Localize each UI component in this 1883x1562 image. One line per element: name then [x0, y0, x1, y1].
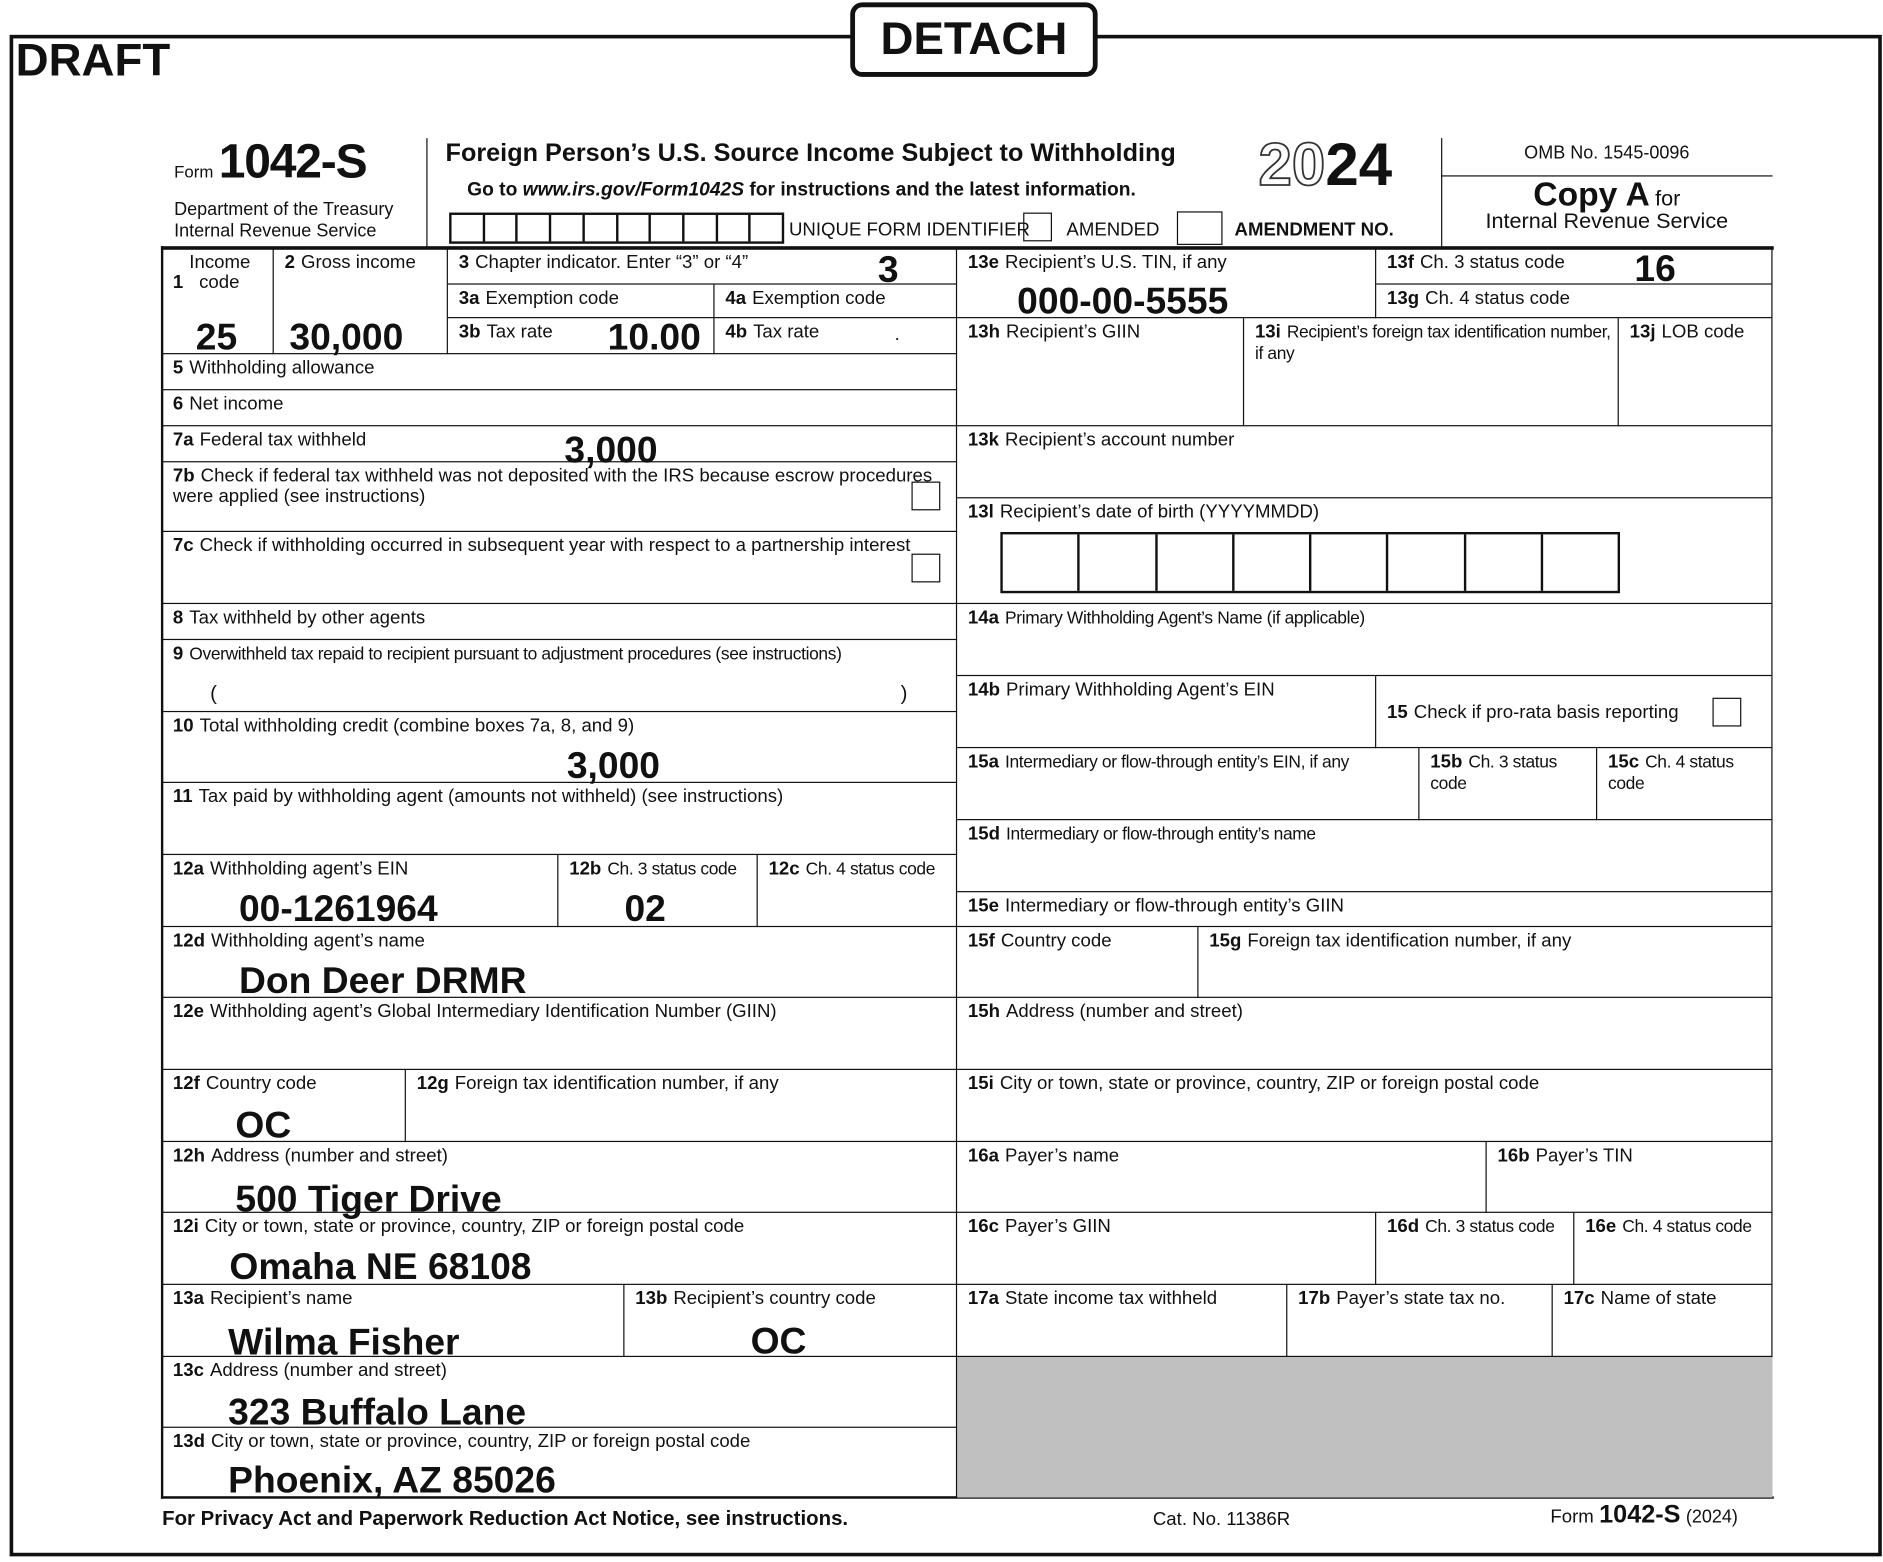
dept-line-1: Department of the Treasury: [174, 199, 394, 220]
box-number: 14a: [967, 607, 999, 629]
identifier-digit-box[interactable]: [551, 215, 584, 241]
box-label: Ch. 4 status code: [1622, 1217, 1752, 1237]
box-1[interactable]: [162, 249, 274, 358]
box-number: 16b: [1497, 1145, 1530, 1167]
box-12a[interactable]: [162, 855, 558, 930]
dob-digit-box[interactable]: [1157, 534, 1234, 590]
box-label: Intermediary or flow-through entity’s name: [1006, 825, 1316, 845]
value-text: 3: [877, 248, 899, 291]
box-label: Address (number and street): [1006, 1001, 1243, 1022]
box-4a[interactable]: [715, 285, 958, 319]
box-value[interactable]: [750, 1319, 807, 1362]
box-label: Address (number and street): [210, 1360, 447, 1382]
box-number: 5: [172, 357, 184, 379]
box-label: Income code: [189, 252, 251, 294]
box-13k[interactable]: [957, 426, 1772, 498]
copy-for: for: [1655, 186, 1681, 211]
box-number: 12h: [172, 1145, 206, 1167]
box-number: 13g: [1387, 288, 1420, 309]
identifier-digit-box[interactable]: [651, 215, 684, 241]
box-number: 9: [172, 643, 184, 665]
box-value[interactable]: [566, 744, 660, 787]
paren-open: (: [210, 682, 217, 705]
box-13a[interactable]: [162, 1285, 624, 1364]
box-value[interactable]: [235, 1103, 292, 1146]
box-13j[interactable]: [1619, 318, 1773, 426]
year-bold: 24: [1325, 130, 1393, 199]
form-id: [174, 136, 366, 190]
value-text: 10: [607, 315, 650, 358]
box-label: Primary Withholding Agent’s Name (if applicable): [1005, 608, 1365, 629]
box-12b[interactable]: [558, 855, 757, 930]
box-15h[interactable]: [957, 998, 1772, 1070]
box-12d[interactable]: [162, 927, 957, 1002]
box-number: 15h: [967, 1001, 1001, 1022]
box-label: Tax withheld by other agents: [189, 607, 426, 629]
box-8[interactable]: [162, 604, 957, 640]
box-15c[interactable]: [1597, 748, 1772, 820]
box-number: 12c: [768, 858, 800, 880]
box-label: Ch. 3 status code: [1419, 252, 1565, 273]
box-number: 13b: [635, 1288, 668, 1309]
box-number: 12g: [416, 1073, 449, 1095]
decimal-point: .: [894, 324, 900, 345]
box-label: Net income: [189, 393, 284, 415]
box-number: 16a: [967, 1145, 999, 1167]
box-value[interactable]: [238, 959, 527, 1002]
box-4b[interactable]: [715, 318, 958, 354]
box-value[interactable]: [289, 315, 404, 358]
box-16d[interactable]: [1376, 1213, 1574, 1285]
box-label: Tax paid by withholding agent (amounts not withheld) (see instructions): [198, 786, 784, 808]
box-label: City or town, state or province, country, ZIP or foreign postal code: [211, 1431, 751, 1452]
year-outline: 20: [1258, 130, 1326, 199]
unique-form-identifier-boxes[interactable]: [449, 213, 784, 244]
box-2[interactable]: [274, 249, 448, 358]
box-number: 13l: [967, 501, 994, 523]
tax-year: [1259, 130, 1393, 200]
box-label: Chapter indicator. Enter “3” or “4”: [475, 252, 749, 273]
box-3a[interactable]: [448, 285, 715, 319]
box-number: 15b: [1430, 751, 1463, 773]
box-number: 2: [284, 252, 295, 273]
box-17c[interactable]: [1553, 1285, 1773, 1357]
box-6[interactable]: [162, 390, 957, 426]
box-7b[interactable]: [162, 462, 957, 532]
amended-checkbox[interactable]: [1023, 213, 1052, 242]
box-value[interactable]: [229, 1245, 532, 1288]
box-number: 4b: [725, 321, 748, 343]
box-label: Federal tax withheld: [199, 429, 367, 451]
date-of-birth-boxes[interactable]: [1000, 532, 1620, 593]
box-value[interactable]: [228, 1459, 556, 1502]
box-14b[interactable]: [957, 676, 1376, 748]
box-number: 14b: [967, 679, 1001, 701]
box-label: Check if withholding occurred in subsequent year with respect to a partnership interest: [199, 535, 911, 557]
box-number: 15: [1387, 702, 1408, 723]
value-text: 25: [195, 315, 238, 358]
box-label: Withholding agent’s Global Intermediary Identification Number (GIIN): [210, 1001, 777, 1022]
box-label: Ch. 3 status code: [1425, 1217, 1555, 1237]
checkbox[interactable]: [911, 554, 940, 583]
box-number: 8: [172, 607, 184, 629]
box-label: Payer’s TIN: [1535, 1145, 1633, 1167]
box-number: 13k: [967, 429, 999, 451]
shaded-area: [957, 1357, 1772, 1498]
identifier-digit-box[interactable]: [618, 215, 651, 241]
subtitle-pre: Go to: [467, 180, 523, 201]
box-number: 15e: [967, 895, 999, 917]
box-number: 7a: [172, 429, 194, 451]
box-label: Total withholding credit (combine boxes 7a, 8, and 9): [199, 715, 635, 737]
detach-label: DETACH: [850, 2, 1097, 76]
box-label: Check if federal tax withheld was not deposited with the IRS because escrow procedures were applied (see instructions): [172, 465, 933, 507]
box-label: Primary Withholding Agent’s EIN: [1006, 679, 1275, 701]
box-label: Recipient’s name: [210, 1288, 353, 1309]
box-11[interactable]: [162, 783, 957, 855]
identifier-digit-box[interactable]: [751, 215, 782, 241]
box-number: 12i: [172, 1216, 199, 1237]
box-3[interactable]: [448, 248, 957, 291]
box-label: Recipient’s U.S. TIN, if any: [1005, 252, 1227, 273]
box-label: Recipient’s date of birth (YYYYMMDD): [999, 501, 1320, 523]
box-12f[interactable]: [162, 1070, 406, 1146]
box-number: 13d: [172, 1431, 206, 1452]
box-number: 16d: [1387, 1216, 1420, 1237]
value-text: 000-00-5555: [1017, 279, 1229, 322]
footer-form-prefix: Form: [1550, 1507, 1594, 1528]
box-13g[interactable]: [1376, 285, 1772, 319]
box-number: 13c: [172, 1360, 205, 1382]
box-number: 13h: [967, 321, 1001, 343]
dob-digit-box[interactable]: [1003, 534, 1080, 590]
identifier-digit-box[interactable]: [485, 215, 518, 241]
divider: [426, 138, 427, 248]
value-text: 500 Tiger Drive: [235, 1178, 502, 1221]
value-text: 30,000: [289, 315, 404, 358]
box-10[interactable]: [162, 712, 957, 787]
box-value[interactable]: [624, 887, 666, 930]
box-13e[interactable]: [957, 249, 1376, 322]
box-number: 12e: [172, 1001, 205, 1022]
box-label: Intermediary or flow-through entity’s GIIN: [1005, 895, 1344, 917]
box-number: 3b: [458, 321, 481, 343]
box-number: 15i: [967, 1073, 994, 1095]
box-label: Recipient’s account number: [1005, 429, 1235, 451]
dob-digit-box[interactable]: [1080, 534, 1157, 590]
box-number: 12f: [172, 1073, 200, 1095]
form-title: Foreign Person’s U.S. Source Income Subject to Withholding: [445, 139, 1176, 167]
subtitle-post: for instructions and the latest information.: [744, 180, 1136, 201]
box-label: Withholding agent’s EIN: [210, 858, 409, 880]
box-label: State income tax withheld: [1005, 1288, 1218, 1309]
box-label: Check if pro-rata basis reporting: [1413, 702, 1679, 723]
box-label: Tax rate: [486, 321, 553, 343]
box-value[interactable]: [607, 315, 701, 358]
box-number: 16c: [967, 1216, 999, 1237]
box-value[interactable]: [238, 887, 438, 930]
box-number: 15d: [967, 823, 1001, 845]
box-number: 11: [172, 786, 193, 808]
box-number: 15a: [967, 751, 999, 773]
box-label: Ch. 4 status code: [1608, 752, 1734, 794]
box-7a[interactable]: [162, 426, 957, 471]
box-13f[interactable]: [1376, 247, 1772, 290]
box-5[interactable]: [162, 354, 957, 390]
value-text: 00-1261964: [238, 887, 438, 930]
paren-close: ): [900, 682, 908, 705]
box-16e[interactable]: [1574, 1213, 1772, 1285]
box-16a[interactable]: [957, 1142, 1487, 1213]
irs-link[interactable]: www.irs.gov/Form1042S: [522, 180, 745, 201]
department: [174, 199, 393, 242]
box-number: 17a: [967, 1288, 999, 1309]
box-label: LOB code: [1661, 321, 1745, 343]
box-number: 15c: [1608, 751, 1640, 773]
dob-digit-box[interactable]: [1389, 534, 1466, 590]
box-15a[interactable]: [957, 748, 1419, 820]
dob-digit-box[interactable]: [1234, 534, 1311, 590]
box-label: Address (number and street): [211, 1145, 448, 1167]
box-12h[interactable]: [162, 1142, 957, 1221]
box-number: 17c: [1563, 1288, 1595, 1309]
box-number: 4a: [725, 288, 747, 309]
dept-line-2: Internal Revenue Service: [174, 220, 377, 242]
box-label: Recipient’s GIIN: [1006, 321, 1141, 343]
box-12e[interactable]: [162, 998, 957, 1070]
box-label: Overwithheld tax repaid to recipient pursuant to adjustment procedures (see instructions): [189, 644, 842, 665]
value-text: 323 Buffalo Lane: [228, 1390, 527, 1433]
box-13d[interactable]: [162, 1428, 957, 1502]
box-label: Ch. 4 status code: [1425, 288, 1570, 309]
box-13c[interactable]: [162, 1357, 957, 1433]
identifier-digit-box[interactable]: [684, 215, 717, 241]
identifier-digit-box[interactable]: [452, 215, 485, 241]
footer-form-number: 1042-S: [1599, 1501, 1681, 1529]
value-text: OC: [750, 1319, 807, 1362]
box-label: City or town, state or province, country, ZIP or foreign postal code: [204, 1216, 745, 1237]
identifier-digit-box[interactable]: [518, 215, 551, 241]
draft-watermark: DRAFT: [15, 36, 171, 87]
box-number: 10: [172, 715, 194, 737]
box-number: 3a: [458, 288, 480, 309]
box-number: 3: [458, 252, 470, 273]
box-15f[interactable]: [957, 927, 1198, 998]
box-number: 15g: [1209, 930, 1242, 952]
box-label: Withholding agent’s name: [211, 930, 425, 952]
box-number: 7c: [172, 535, 194, 557]
box-16b[interactable]: [1487, 1142, 1773, 1213]
checkbox[interactable]: [911, 482, 940, 511]
box-number: 7b: [172, 465, 195, 487]
box-13l[interactable]: [957, 498, 1772, 604]
checkbox[interactable]: [1712, 698, 1741, 727]
dob-digit-box[interactable]: [1543, 534, 1618, 590]
footer-form-id: [1550, 1501, 1738, 1530]
box-number: 13i: [1254, 321, 1281, 343]
box-17a[interactable]: [957, 1285, 1287, 1357]
value-text: Don Deer DRMR: [238, 959, 527, 1002]
box-number: 15f: [967, 930, 995, 952]
identifier-digit-box[interactable]: [585, 215, 618, 241]
box-number: 12d: [172, 930, 206, 952]
box-label: Foreign tax identification number, if any: [454, 1073, 779, 1095]
box-12c[interactable]: [758, 855, 957, 927]
box-12i[interactable]: [162, 1213, 957, 1288]
box-label: Name of state: [1600, 1288, 1717, 1309]
box-label: Gross income: [300, 252, 416, 273]
value-text: Omaha NE 68108: [229, 1245, 532, 1288]
box-13h[interactable]: [957, 318, 1244, 426]
box-15b[interactable]: [1419, 748, 1597, 820]
privacy-notice: For Privacy Act and Paperwork Reduction Act Notice, see instructions.: [162, 1507, 849, 1530]
value-text: 02: [624, 887, 666, 930]
box-15[interactable]: [1376, 676, 1772, 748]
box-number: 17b: [1298, 1288, 1331, 1309]
box-13i[interactable]: [1244, 318, 1619, 426]
copy-recipient: Internal Revenue Service: [1485, 208, 1729, 233]
value-text: Wilma Fisher: [228, 1320, 460, 1364]
value-text: 3,000: [564, 428, 658, 471]
box-12g[interactable]: [406, 1070, 957, 1142]
box-value[interactable]: [228, 1390, 527, 1433]
box-15d[interactable]: [957, 820, 1772, 892]
box-label: Payer’s GIIN: [1005, 1216, 1111, 1237]
box-label: Exemption code: [752, 288, 886, 309]
box-label: Foreign tax identification number, if any: [1247, 930, 1572, 952]
amendment-no-field[interactable]: [1177, 211, 1223, 245]
box-number: 13a: [172, 1288, 205, 1309]
footer-year: (2024): [1685, 1507, 1738, 1528]
omb-number: OMB No. 1545-0096: [1524, 142, 1690, 164]
identifier-digit-box[interactable]: [718, 215, 751, 241]
form-prefix: Form: [174, 162, 214, 182]
box-label: Ch. 3 status code: [1430, 752, 1557, 794]
box-15g[interactable]: [1198, 927, 1772, 998]
box-value[interactable]: [1634, 247, 1676, 290]
box-number: 12b: [569, 858, 602, 880]
box-number: 1: [172, 272, 184, 294]
box-number: 6: [172, 393, 184, 415]
box-9[interactable]: [162, 640, 957, 712]
box-number: 12a: [172, 858, 205, 880]
box-label: Exemption code: [485, 288, 619, 309]
box-label: Recipient’s country code: [673, 1288, 876, 1309]
value-decimal: .00: [649, 315, 701, 358]
box-17b[interactable]: [1287, 1285, 1552, 1357]
box-label: Tax rate: [753, 321, 820, 343]
copy-label: Copy A: [1533, 175, 1650, 213]
box-16c[interactable]: [957, 1213, 1376, 1285]
box-13b[interactable]: [624, 1285, 957, 1362]
copy-designation: [1441, 175, 1772, 234]
form-number: 1042-S: [218, 135, 367, 189]
value-text: 16: [1634, 247, 1676, 290]
box-15i[interactable]: [957, 1070, 1772, 1142]
value-text: OC: [235, 1103, 292, 1146]
box-number: 13j: [1629, 321, 1656, 343]
box-3b[interactable]: [448, 315, 715, 358]
box-number: 16e: [1585, 1216, 1617, 1237]
box-label: Payer’s name: [1005, 1145, 1120, 1167]
box-label: Recipient’s foreign tax identification number, if any: [1254, 323, 1611, 364]
value-text: Phoenix, AZ 85026: [228, 1459, 556, 1502]
box-value[interactable]: [1017, 279, 1229, 322]
box-label: Country code: [1000, 930, 1112, 952]
amendment-no-label: AMENDMENT NO.: [1234, 219, 1394, 241]
box-label: Ch. 3 status code: [607, 859, 737, 880]
box-label: Withholding allowance: [189, 357, 375, 379]
box-number: 13f: [1387, 252, 1414, 273]
box-number: 13e: [967, 252, 999, 273]
box-label: Ch. 4 status code: [805, 859, 936, 880]
box-14a[interactable]: [957, 604, 1772, 676]
box-label: Payer’s state tax no.: [1336, 1288, 1506, 1309]
box-7c[interactable]: [162, 532, 957, 604]
amended-label: AMENDED: [1066, 219, 1160, 241]
dob-digit-box[interactable]: [1311, 534, 1388, 590]
dob-digit-box[interactable]: [1466, 534, 1543, 590]
form-subtitle: [467, 180, 1136, 202]
catalog-number: Cat. No. 11386R: [1152, 1509, 1291, 1530]
value-text: 3,000: [566, 744, 660, 787]
unique-form-identifier-label: UNIQUE FORM IDENTIFIER: [788, 219, 1030, 241]
box-value[interactable]: [195, 315, 238, 358]
box-label: Intermediary or flow-through entity’s EIN, if any: [1005, 752, 1350, 773]
box-15e[interactable]: [957, 892, 1772, 927]
box-label: City or town, state or province, country, ZIP or foreign postal code: [999, 1073, 1540, 1095]
box-label: Country code: [205, 1073, 317, 1095]
